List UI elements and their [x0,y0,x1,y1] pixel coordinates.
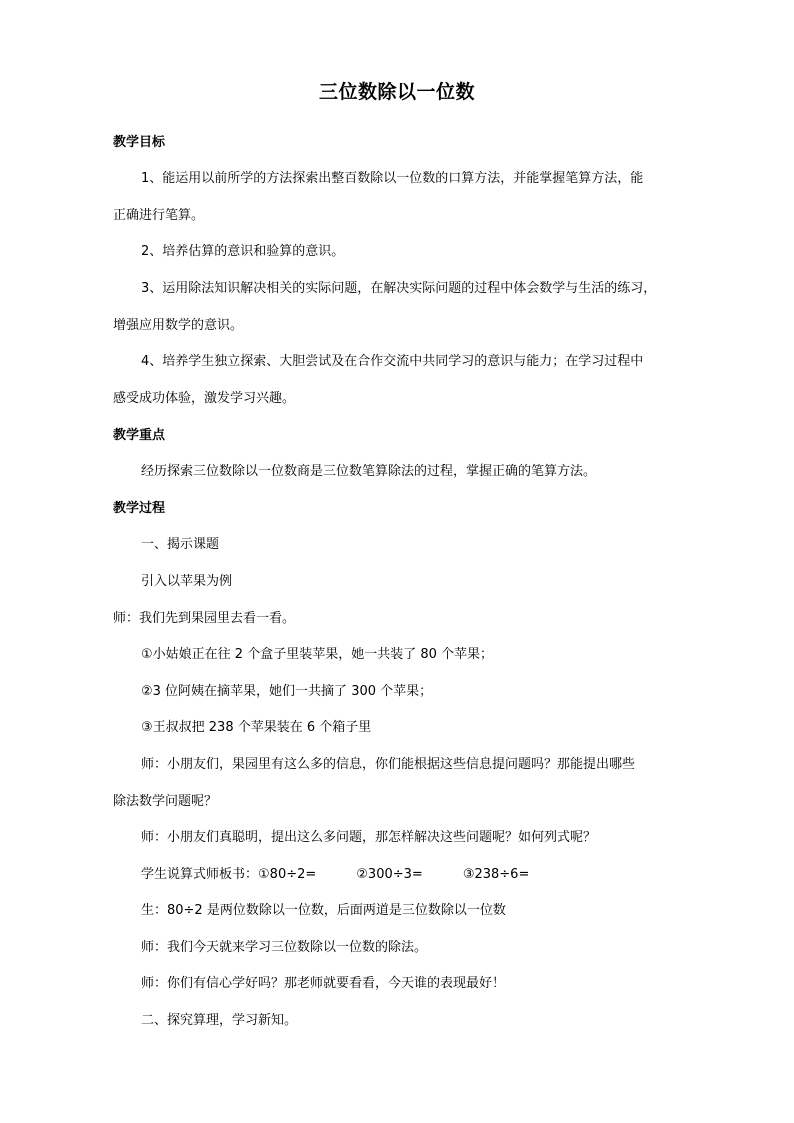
teacher-line-5: 师：你们有信心学好吗？那老师就要看看，今天谁的表现最好！ [141,976,506,991]
board-equation-2: ②300÷3= [356,867,423,882]
key-points-heading: 教学重点 [113,428,166,443]
process-heading: 教学过程 [113,501,166,516]
objective-4-line-2: 感受成功体验，激发学习兴趣。 [113,391,296,406]
teacher-line-4: 师：我们今天就来学习三位数除以一位数的除法。 [141,940,428,955]
key-points-text: 经历探索三位数除以一位数商是三位数笔算除法的过程，掌握正确的笔算方法。 [141,464,597,479]
objective-3-line-1: 3、运用除法知识解决相关的实际问题，在解决实际问题的过程中体会数学与生活的练习， [141,281,657,296]
teacher-line-2a: 师：小朋友们，果园里有这么多的信息，你们能根据这些信息提问题吗？那能提出哪些 [141,757,636,772]
process-intro: 引入以苹果为例 [141,574,233,589]
process-step-1: 一、揭示课题 [141,537,220,552]
teacher-line-3: 师：小朋友们真聪明，提出这么多问题，那怎样解决这些问题呢？如何列式呢？ [141,830,597,845]
teacher-line-1: 师：我们先到果园里去看一看。 [113,611,296,626]
objective-1-line-1: 1、能运用以前所学的方法探索出整百数除以一位数的口算方法，并能掌握笔算方法，能 [141,171,644,186]
info-item-3: ③王叔叔把 238 个苹果装在 6 个箱子里 [141,720,372,735]
student-line-1: 生：80÷2 是两位数除以一位数，后面两道是三位数除以一位数 [141,903,506,918]
process-step-2: 二、探究算理，学习新知。 [141,1013,298,1028]
objective-1-line-2: 正确进行笔算。 [113,208,205,223]
teacher-line-2b: 除法数学问题呢？ [113,794,218,809]
objective-3-line-2: 增强应用数学的意识。 [113,318,244,333]
info-item-2: ②3 位阿姨在摘苹果，她们一共摘了 300 个苹果； [141,684,433,699]
objectives-heading: 教学目标 [113,135,166,150]
board-equation-1: ①80÷2= [258,867,317,882]
objective-4-line-1: 4、培养学生独立探索、大胆尝试及在合作交流中共同学习的意识与能力；在学习过程中 [141,354,644,369]
board-equations-line [141,866,529,884]
board-equation-3: ③238÷6= [462,867,530,882]
objective-2: 2、培养估算的意识和验算的意识。 [141,244,345,259]
info-item-1: ①小姑娘正在往 2 个盒子里装苹果，她一共装了 80 个苹果； [141,647,493,662]
page-title: 三位数除以一位数 [318,81,475,103]
board-label: 学生说算式师板书： [141,867,259,882]
